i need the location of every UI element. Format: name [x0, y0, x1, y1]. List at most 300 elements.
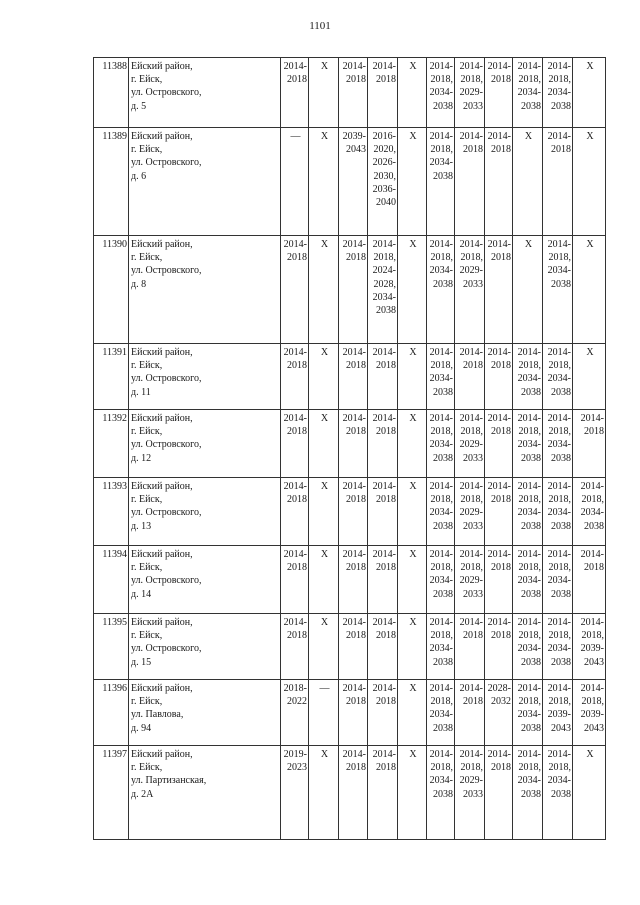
period-line: 2018,	[430, 630, 453, 642]
address-line: Ейский район,	[131, 131, 193, 142]
period-line: 2018	[491, 144, 511, 156]
address-line: д. 12	[131, 452, 152, 464]
building-address	[129, 478, 281, 546]
period-cell	[543, 410, 573, 478]
period-cell	[398, 410, 427, 478]
address-line: ул. Островского,	[131, 157, 202, 169]
period-line: 2038	[433, 170, 453, 182]
period-line: 2018,	[548, 562, 571, 574]
period-cell	[485, 410, 513, 478]
period-line: 2018,	[460, 426, 483, 438]
period-cell	[513, 128, 543, 236]
period-line: 2014-	[342, 481, 366, 492]
period-line: 2038	[551, 386, 571, 398]
period-cell	[309, 58, 339, 128]
period-line: 2034-	[580, 507, 604, 519]
period-line: 2014-	[459, 481, 483, 492]
period-line: 2018,	[548, 360, 571, 372]
period-line: 2014-	[547, 131, 571, 142]
address-line: Ейский район,	[131, 61, 193, 72]
period-cell	[543, 58, 573, 128]
period-line: 2034-	[429, 373, 453, 385]
period-line: 2034-	[429, 575, 453, 587]
period-line: 2038	[551, 452, 571, 464]
record-number: 11394	[94, 546, 129, 614]
period-line: 2018	[491, 74, 511, 86]
period-line: 2014-	[547, 347, 571, 358]
period-line: 2034-	[429, 643, 453, 655]
period-line: X	[409, 481, 417, 492]
period-line: 2014-	[547, 61, 571, 72]
period-cell	[455, 614, 485, 680]
period-line: 2014-	[459, 749, 483, 760]
period-cell	[427, 680, 455, 746]
address-line: ул. Островского,	[131, 87, 202, 99]
period-line: 2018	[287, 252, 307, 264]
period-line: 2018,	[430, 360, 453, 372]
period-line: 2014-	[429, 239, 453, 250]
address-line: г. Ейск,	[131, 144, 163, 156]
period-line: 2014-	[459, 683, 483, 694]
period-cell	[427, 236, 455, 344]
period-line: X	[320, 347, 329, 358]
period-cell	[573, 58, 606, 128]
period-cell	[427, 128, 455, 236]
building-repair-schedule-table	[93, 57, 606, 840]
period-line: 2039-	[580, 709, 604, 721]
period-cell	[513, 344, 543, 410]
period-cell	[339, 58, 368, 128]
period-line: X	[586, 239, 594, 250]
period-line: 2018,	[430, 762, 453, 774]
period-line: 2018	[346, 74, 366, 86]
period-line: 2018	[491, 360, 511, 372]
period-cell	[309, 746, 339, 840]
period-cell	[543, 680, 573, 746]
period-cell	[281, 410, 309, 478]
address-line: ул. Островского,	[131, 373, 202, 385]
period-line: 2033	[463, 452, 483, 464]
period-line: 2018,	[518, 426, 541, 438]
period-line: 2034-	[517, 507, 541, 519]
period-line: 2014-	[342, 239, 366, 250]
period-line: 2024-	[372, 265, 396, 277]
table-row	[94, 546, 606, 614]
period-line: 2023	[287, 762, 307, 774]
period-line: 2018,	[518, 74, 541, 86]
period-line: 2014-	[580, 683, 604, 694]
period-line: X	[409, 617, 417, 628]
period-cell	[543, 344, 573, 410]
period-line: —	[319, 683, 330, 694]
period-line: 2034-	[547, 507, 571, 519]
period-line: 2014-	[429, 749, 453, 760]
period-cell	[398, 58, 427, 128]
period-line: 2014-	[487, 749, 511, 760]
period-line: 2038	[376, 305, 396, 317]
period-line: 2038	[521, 386, 541, 398]
period-line: 2014-	[580, 549, 604, 560]
period-cell	[455, 546, 485, 614]
period-cell	[485, 478, 513, 546]
period-line: 2018,	[548, 426, 571, 438]
period-cell	[543, 746, 573, 840]
period-cell	[309, 236, 339, 344]
building-address	[129, 344, 281, 410]
period-line: 2018	[376, 696, 396, 708]
period-line: 2038	[551, 788, 571, 800]
period-line: X	[320, 617, 329, 628]
period-line: 2014-	[372, 481, 396, 492]
period-line: 2034-	[547, 265, 571, 277]
period-cell	[513, 546, 543, 614]
period-line: 2014-	[580, 413, 604, 424]
period-cell	[573, 236, 606, 344]
period-line: 2038	[433, 100, 453, 112]
period-line: 2014-	[459, 347, 483, 358]
period-line: 2014-	[517, 683, 541, 694]
period-line: 2018	[346, 494, 366, 506]
period-line: 2018	[463, 630, 483, 642]
period-cell	[368, 236, 398, 344]
period-line: 2038	[521, 656, 541, 668]
period-line: 2014-	[372, 749, 396, 760]
period-line: —	[290, 131, 301, 142]
period-line: 2014-	[342, 413, 366, 424]
period-line: 2034-	[547, 643, 571, 655]
period-line: 2014-	[429, 347, 453, 358]
period-line: 2018	[491, 252, 511, 264]
address-line: г. Ейск,	[131, 74, 163, 86]
period-line: 2018	[584, 562, 604, 574]
period-line: 2038	[433, 452, 453, 464]
period-line: 2014-	[547, 481, 571, 492]
table-row	[94, 236, 606, 344]
record-number: 11388	[94, 58, 129, 128]
period-cell	[573, 680, 606, 746]
period-line: X	[409, 131, 417, 142]
period-line: 2038	[551, 520, 571, 532]
period-line: 2014-	[547, 549, 571, 560]
period-line: 2039-	[342, 131, 366, 142]
period-cell	[281, 344, 309, 410]
period-line: 2014-	[429, 61, 453, 72]
period-line: 2014-	[342, 61, 366, 72]
period-line: 2039-	[580, 643, 604, 655]
period-cell	[573, 546, 606, 614]
period-line: 2038	[551, 278, 571, 290]
table-row	[94, 128, 606, 236]
period-line: 2018,	[581, 696, 604, 708]
period-cell	[485, 236, 513, 344]
period-line: 2034-	[547, 87, 571, 99]
building-address	[129, 614, 281, 680]
period-line: 2018	[346, 762, 366, 774]
period-cell	[309, 344, 339, 410]
period-line: 2014-	[342, 617, 366, 628]
address-line: г. Ейск,	[131, 630, 163, 642]
period-line: 2018,	[430, 252, 453, 264]
period-line: 2038	[521, 520, 541, 532]
building-address	[129, 128, 281, 236]
page-number: 1101	[309, 20, 331, 32]
period-cell	[513, 236, 543, 344]
building-address	[129, 546, 281, 614]
period-line: 2018,	[548, 696, 571, 708]
period-line: 2038	[521, 722, 541, 734]
period-line: 2034-	[429, 709, 453, 721]
period-cell	[573, 344, 606, 410]
period-line: 2014-	[429, 481, 453, 492]
table-row	[94, 58, 606, 128]
period-line: 2018	[287, 360, 307, 372]
period-line: 2033	[463, 788, 483, 800]
period-line: 2038	[433, 520, 453, 532]
period-line: 2038	[521, 100, 541, 112]
period-line: 2034-	[517, 709, 541, 721]
period-line: 2018	[463, 360, 483, 372]
period-line: 2018,	[518, 562, 541, 574]
building-address	[129, 680, 281, 746]
period-line: 2014-	[429, 617, 453, 628]
period-cell	[573, 410, 606, 478]
period-line: 2028-	[487, 683, 511, 694]
period-line: 2033	[463, 278, 483, 290]
period-line: 2014-	[517, 749, 541, 760]
period-line: X	[409, 549, 417, 560]
period-line: 2014-	[459, 617, 483, 628]
table-body	[94, 58, 606, 840]
period-line: 2014-	[372, 683, 396, 694]
record-number: 11397	[94, 746, 129, 840]
period-line: 2018,	[373, 252, 396, 264]
period-cell	[455, 58, 485, 128]
table-row	[94, 344, 606, 410]
period-line: 2034-	[517, 439, 541, 451]
period-cell	[455, 236, 485, 344]
period-cell	[455, 746, 485, 840]
period-line: 2018	[491, 630, 511, 642]
period-line: 2014-	[517, 413, 541, 424]
period-cell	[368, 746, 398, 840]
period-cell	[398, 746, 427, 840]
period-cell	[281, 614, 309, 680]
period-cell	[281, 236, 309, 344]
period-cell	[398, 128, 427, 236]
period-line: 2014-	[372, 413, 396, 424]
period-line: 2014-	[487, 239, 511, 250]
period-cell	[513, 614, 543, 680]
period-line: 2040	[376, 197, 396, 209]
period-line: 2014-	[487, 413, 511, 424]
period-line: 2028,	[373, 278, 396, 290]
period-line: 2034-	[517, 775, 541, 787]
period-line: 2014-	[342, 549, 366, 560]
address-line: г. Ейск,	[131, 696, 163, 708]
period-line: 2018,	[548, 252, 571, 264]
period-line: 2018	[551, 144, 571, 156]
period-cell	[485, 344, 513, 410]
address-line: ул. Павлова,	[131, 709, 184, 721]
period-cell	[513, 680, 543, 746]
period-line: 2034-	[429, 157, 453, 169]
period-cell	[398, 680, 427, 746]
address-line: д. 5	[131, 100, 147, 112]
building-address	[129, 58, 281, 128]
period-cell	[309, 128, 339, 236]
period-line: 2018	[376, 360, 396, 372]
period-cell	[427, 410, 455, 478]
period-line: 2018	[491, 562, 511, 574]
period-line: 2018-	[283, 683, 307, 694]
record-number: 11389	[94, 128, 129, 236]
address-line: ул. Островского,	[131, 643, 202, 655]
period-line: 2034-	[517, 575, 541, 587]
period-line: X	[586, 131, 594, 142]
record-number: 11391	[94, 344, 129, 410]
period-line: X	[409, 61, 417, 72]
period-cell	[339, 478, 368, 546]
period-cell	[485, 680, 513, 746]
period-cell	[398, 546, 427, 614]
record-number: 11390	[94, 236, 129, 344]
period-line: X	[524, 239, 533, 250]
period-line: 2016-	[372, 131, 396, 142]
period-line: 2018	[376, 494, 396, 506]
period-line: 2030,	[373, 170, 396, 182]
period-line: X	[320, 239, 329, 250]
period-cell	[513, 746, 543, 840]
address-line: д. 11	[131, 386, 151, 398]
period-line: 2034-	[547, 575, 571, 587]
period-line: 2029-	[459, 575, 483, 587]
period-line: 2018,	[548, 74, 571, 86]
period-cell	[281, 58, 309, 128]
period-line: 2014-	[459, 61, 483, 72]
period-line: 2014-	[580, 617, 604, 628]
period-line: 2014-	[487, 549, 511, 560]
period-line: X	[409, 239, 417, 250]
period-cell	[398, 236, 427, 344]
period-cell	[368, 410, 398, 478]
period-cell	[309, 478, 339, 546]
period-line: 2034-	[372, 291, 396, 303]
period-line: X	[409, 683, 417, 694]
period-line: 2014-	[547, 683, 571, 694]
period-line: 2018,	[518, 762, 541, 774]
period-line: 2014-	[517, 61, 541, 72]
period-line: 2038	[551, 100, 571, 112]
period-line: 2014-	[372, 347, 396, 358]
period-line: 2014-	[342, 347, 366, 358]
period-line: 2014-	[283, 61, 307, 72]
period-line: 2043	[346, 144, 366, 156]
period-line: X	[586, 347, 594, 358]
period-cell	[455, 680, 485, 746]
address-line: д. 94	[131, 722, 152, 734]
period-line: 2014-	[372, 549, 396, 560]
period-cell	[455, 128, 485, 236]
period-line: 2014-	[283, 239, 307, 250]
period-line: 2018,	[460, 494, 483, 506]
period-line: 2038	[433, 588, 453, 600]
building-address	[129, 746, 281, 840]
period-line: 2018,	[430, 494, 453, 506]
period-cell	[309, 680, 339, 746]
period-line: 2018,	[548, 762, 571, 774]
period-cell	[398, 478, 427, 546]
period-cell	[339, 236, 368, 344]
period-line: 2038	[551, 656, 571, 668]
period-cell	[309, 410, 339, 478]
period-line: 2014-	[547, 239, 571, 250]
period-line: 2014-	[429, 131, 453, 142]
address-line: Ейский район,	[131, 683, 193, 694]
period-line: 2018	[491, 494, 511, 506]
period-cell	[309, 546, 339, 614]
period-cell	[339, 746, 368, 840]
period-line: 2014-	[487, 481, 511, 492]
period-cell	[573, 746, 606, 840]
period-line: 2018,	[548, 630, 571, 642]
period-cell	[455, 344, 485, 410]
table-row	[94, 680, 606, 746]
period-cell	[573, 478, 606, 546]
period-line: 2038	[433, 656, 453, 668]
period-cell	[485, 58, 513, 128]
period-line: 2029-	[459, 439, 483, 451]
period-cell	[339, 410, 368, 478]
period-cell	[339, 546, 368, 614]
period-line: 2014-	[459, 413, 483, 424]
period-line: 2018,	[430, 74, 453, 86]
period-line: 2018,	[518, 360, 541, 372]
period-line: X	[320, 413, 329, 424]
address-line: д. 15	[131, 656, 152, 668]
address-line: Ейский район,	[131, 617, 193, 628]
period-line: 2018,	[518, 494, 541, 506]
table-row	[94, 614, 606, 680]
period-line: 2018,	[581, 630, 604, 642]
period-line: 2018,	[460, 562, 483, 574]
period-line: 2038	[521, 452, 541, 464]
period-line: 2014-	[547, 749, 571, 760]
address-line: Ейский район,	[131, 749, 193, 760]
period-line: 2014-	[517, 617, 541, 628]
period-cell	[427, 58, 455, 128]
period-cell	[455, 478, 485, 546]
period-line: 2034-	[429, 87, 453, 99]
address-line: д. 8	[131, 278, 147, 290]
period-line: 2038	[433, 386, 453, 398]
address-line: Ейский район,	[131, 239, 193, 250]
period-line: 2018,	[430, 696, 453, 708]
period-cell	[281, 746, 309, 840]
period-cell	[368, 128, 398, 236]
period-line: X	[586, 749, 594, 760]
period-cell	[543, 128, 573, 236]
period-line: 2029-	[459, 775, 483, 787]
record-number: 11393	[94, 478, 129, 546]
period-line: 2018,	[460, 252, 483, 264]
period-line: 2018,	[430, 144, 453, 156]
period-line: 2020,	[373, 144, 396, 156]
period-cell	[339, 614, 368, 680]
period-cell	[309, 614, 339, 680]
period-line: X	[320, 549, 329, 560]
table-row	[94, 410, 606, 478]
period-line: 2019-	[283, 749, 307, 760]
